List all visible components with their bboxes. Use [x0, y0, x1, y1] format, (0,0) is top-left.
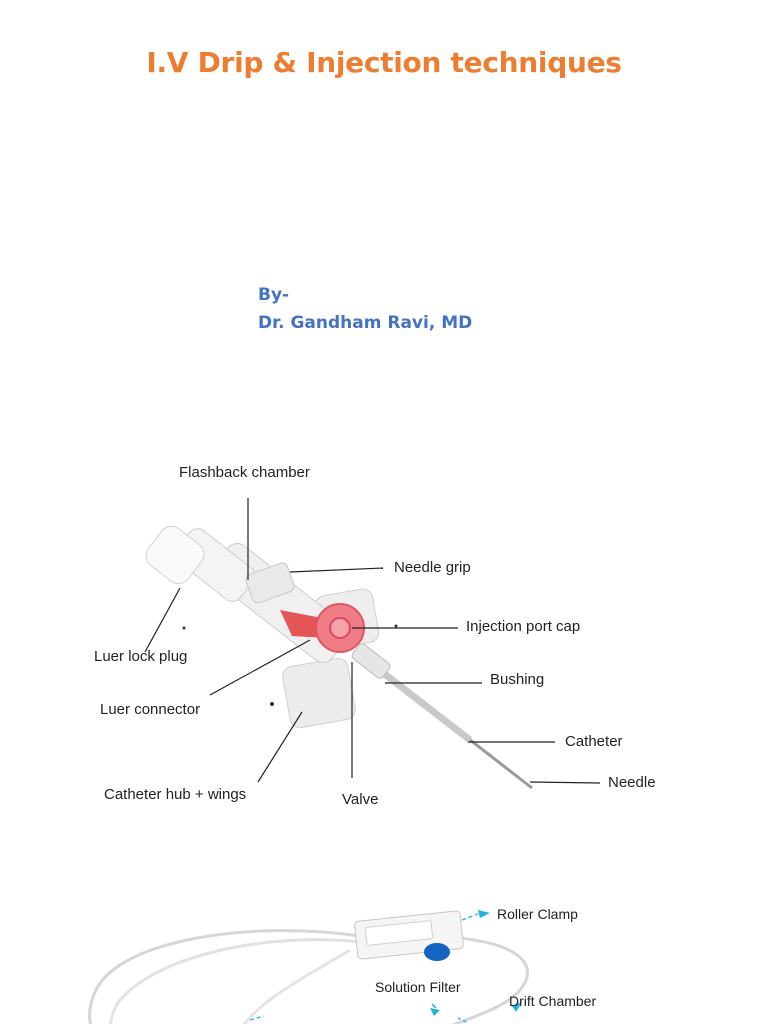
label-needle: Needle	[608, 774, 656, 791]
label-needle-grip: Needle grip	[394, 559, 471, 576]
label-injection-port-cap: Injection port cap	[466, 618, 581, 635]
author-name: Dr. Gandham Ravi, MD	[258, 313, 473, 333]
label-solution-filter: Solution Filter	[375, 979, 461, 995]
cannula-illustration	[0, 440, 768, 820]
label-valve: Valve	[342, 791, 379, 808]
author-prefix: By-	[258, 285, 290, 305]
label-catheter: Catheter	[565, 733, 623, 750]
label-roller-clamp: Roller Clamp	[497, 906, 578, 922]
label-flashback-chamber: Flashback chamber	[179, 464, 310, 481]
label-catheter-hub-wings: Catheter hub + wings	[104, 786, 247, 803]
roller-clamp-wheel	[424, 943, 450, 961]
drip-set-illustration	[0, 880, 768, 1024]
label-luer-connector: Luer connector	[100, 701, 201, 718]
label-luer-lock-plug: Luer lock plug	[94, 648, 188, 665]
hub-wing-lower	[281, 657, 357, 730]
iv-cannula-diagram	[0, 440, 768, 820]
author-block	[258, 281, 472, 337]
label-bushing: Bushing	[490, 671, 545, 688]
label-drift-chamber: Drift Chamber	[509, 993, 597, 1009]
iv-drip-set-diagram	[0, 880, 768, 1024]
document-title: I.V Drip & Injection techniques	[146, 46, 622, 79]
bushing-part	[350, 642, 391, 680]
